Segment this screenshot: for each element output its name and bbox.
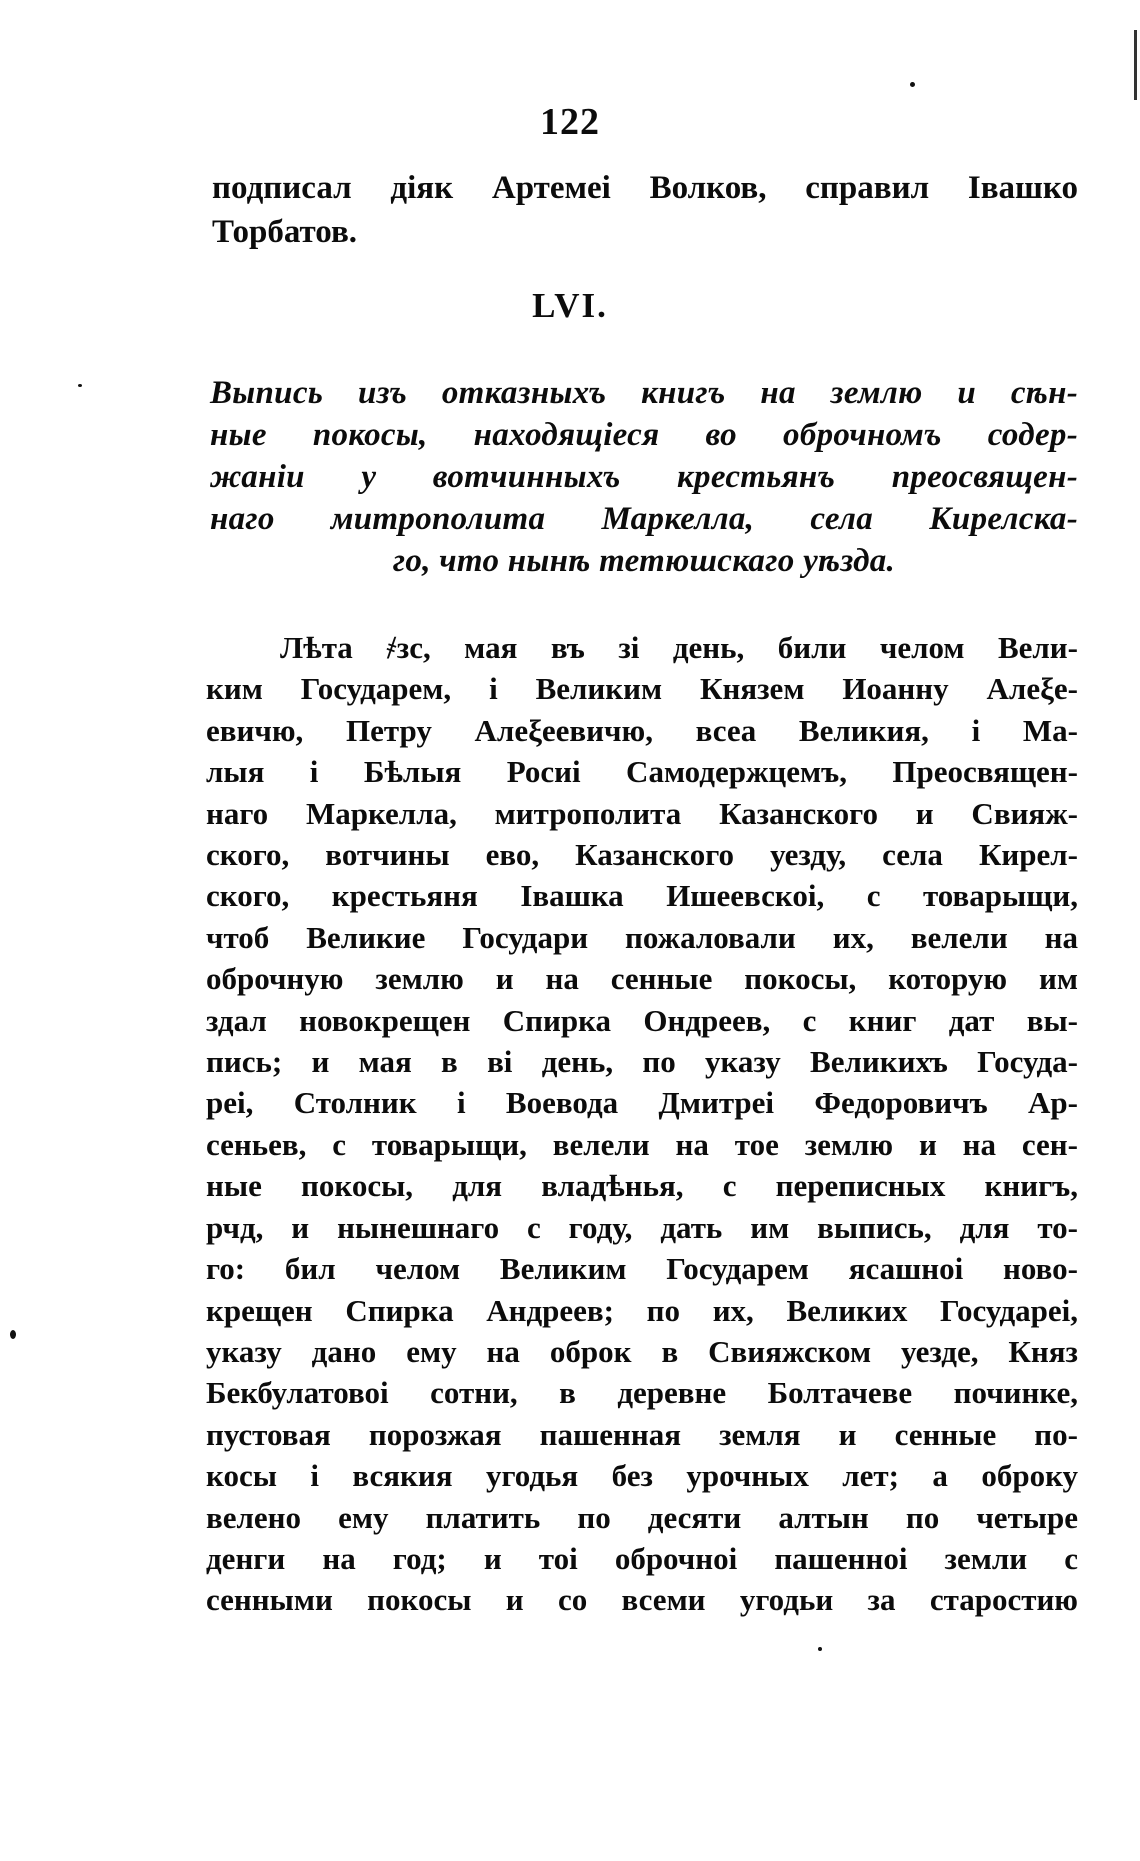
body-line: наго Маркелла, митрополита Казанского и Свияж- [206,795,1078,831]
body-line: пись; и мая в ві день, по указу Великихъ Госуда- [206,1044,1078,1080]
body-line: го: бил челом Великим Государем ясашноі ново- [206,1251,1078,1287]
section-number: LVI. [532,286,608,325]
body-line: пустовая порозжая пашенная земля и сенные по- [206,1416,1078,1452]
heading-line: Выпись изъ отказныхъ книгъ на землю и сѣн- [210,375,1078,411]
intro-paragraph [212,166,1078,254]
scan-speck [1134,30,1137,100]
body-line: рчд, и нынешнаго с году, дать им выпись, для то- [206,1209,1078,1245]
body-line: оброчную землю и на сенные покосы, которую им [206,961,1078,997]
body-line: ким Государем, і Великим Князем Иоанну Алеξе- [206,671,1078,707]
body-line: реі, Столник і Воевода Дмитреі Федоровичъ Ар- [206,1085,1078,1121]
body-line: косы і всякия угодья без урочных лет; а оброку [206,1458,1078,1494]
scan-speck [818,1647,822,1651]
body-line: Бекбулатовоі сотни, в деревне Болтачеве починке, [206,1375,1078,1411]
body-line: сеньев, с товарыщи, велели на тое землю и на сен- [206,1126,1078,1162]
document-heading [210,372,1078,582]
body-line: лыя і Бѣлыя Росиі Самодержцемъ, Преосвящен- [206,754,1078,790]
body-line: евичю, Петру Алеξеевичю, всеа Великия, і Ма- [206,712,1078,748]
body-line: ского, крестьяня Івашка Ишеевскоі, с товарыщи, [206,878,1078,914]
body-line: Лѣта ҂зс, мая въ зі день, били челом Вели- [280,630,1078,665]
body-line: крещен Спирка Андреев; по их, Великих Государеі, [206,1292,1078,1328]
heading-line: ные покосы, находящіеся во оброчномъ содер- [210,417,1078,453]
page-number: 122 [540,101,600,143]
body-line: ные покосы, для владѣнья, с переписных книгъ, [206,1168,1078,1204]
body-line: сенными покосы и со всеми угодьи за старостию [206,1582,1078,1618]
scan-speck [10,1330,16,1339]
body-line: ского, вотчины ево, Казанского уезду, села Кирел- [206,837,1078,873]
heading-line: наго митрополита Маркелла, села Кирелска- [210,501,1078,537]
body-line: велено ему платить по десяти алтын по четыре [206,1499,1078,1535]
body-line: чтоб Великие Государи пожаловали их, велели на [206,919,1078,955]
intro-line: Торбатов. [212,214,358,250]
heading-line: жаніи у вотчинныхъ крестьянъ преосвящен- [210,459,1078,495]
body-paragraph [206,627,1078,1621]
body-line: денги на год; и тоі оброчноі пашенноі земли с [206,1540,1078,1576]
intro-line: подписал діяк Артемеі Волков, справил Івашко [212,170,1078,206]
body-line: указу дано ему на оброк в Свияжском уезде, Княз [206,1333,1078,1369]
heading-line: го, что нынѣ тетюшскаго уѣзда. [392,543,896,579]
scan-speck [78,384,82,387]
body-line: здал новокрещен Спирка Ондреев, с книг дат вы- [206,1002,1078,1038]
scan-speck [910,82,915,87]
